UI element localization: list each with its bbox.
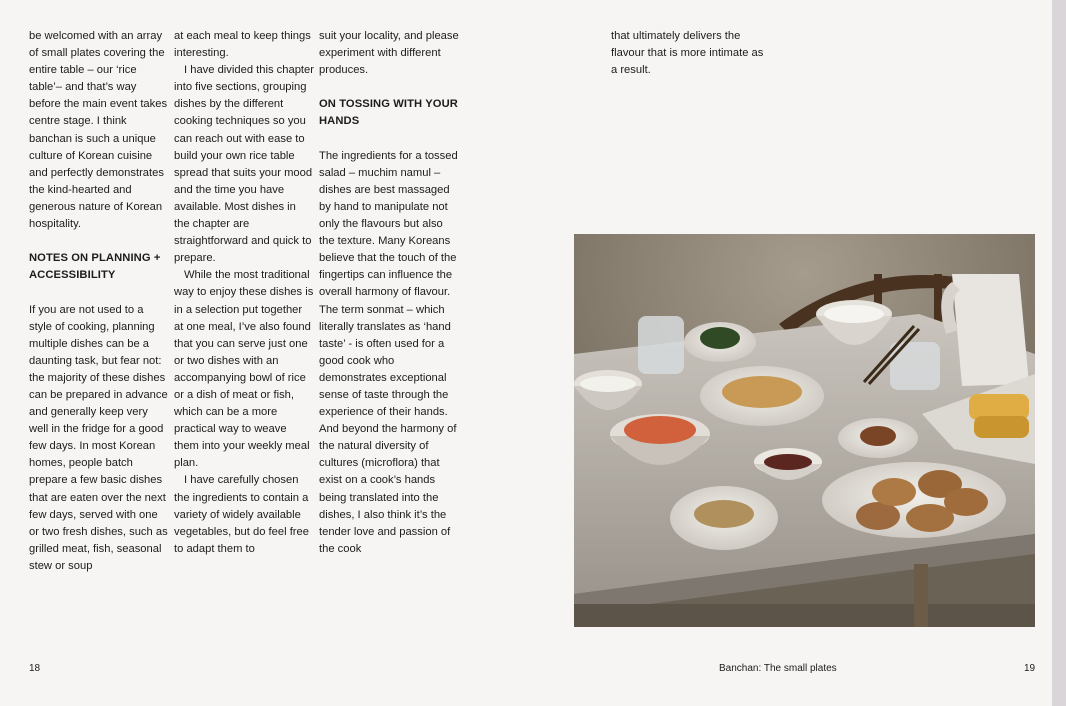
- page-number-right: 19: [1024, 663, 1036, 674]
- paragraph: that ultimately delivers the flavour that is more intimate as a result.: [611, 30, 764, 77]
- paragraph: I have carefully chosen the ingredients to contain a variety of widely available vegetables, but do feel free to adapt them to: [174, 474, 309, 555]
- page-number-left: 18: [29, 663, 41, 674]
- text-column-3: [319, 28, 459, 558]
- banchan-table-photo: [574, 234, 1035, 627]
- text-column-4: [611, 28, 771, 79]
- paragraph: The ingredients for a tossed salad – muchim namul – dishes are best massaged by hand to manipulate not only the flavours but also the texture. Many Koreans believe that the touch of the fingertips can influence the overall harmony of flavour. The term sonmat – which literally translates as ‘hand taste’ - is often used for a good cook who demonstrates exceptional sense of taste through the experience of their hands. And beyond the harmony of the natural diversity of cultures (microflora) that exist on a cook’s hands being translated into the dishes, I also think it’s the tender love and passion of the cook: [319, 149, 458, 555]
- text-column-1: [29, 28, 169, 575]
- paragraph: If you are not used to a style of cooking, planning multiple dishes can be a daunting task, but fear not: the majority of these dishes can be prepared in advance and generally keep very well in the fridge for a good few days. In most Korean homes, people batch prepare a few basic dishes that are eaten over the next few days, served with one or two fresh dishes, such as grilled meat, fish, seasonal stew or soup: [29, 303, 168, 572]
- section-heading: ON TOSSING WITH YOUR HANDS: [319, 98, 458, 128]
- text-column-2: [174, 28, 314, 558]
- paragraph: While the most traditional way to enjoy these dishes is in a selection put together at one meal, I’ve also found that you can serve just one or two dishes with an accompanying bowl of rice or a dish of meat or fish, which can be a more practical way to weave them into your weekly meal plan.: [174, 269, 314, 470]
- paragraph: at each meal to keep things interesting.: [174, 30, 311, 60]
- food-photo-illustration: [574, 234, 1035, 627]
- paragraph: be welcomed with an array of small plates covering the entire table – our ‘rice table’– and that’s way before the main event takes centre stage. I think banchan is such a unique culture of Korean cuisine and perfectly demonstrates the kind-hearted and generous nature of Korean hospitality.: [29, 30, 168, 231]
- paragraph: I have divided this chapter into five sections, grouping dishes by the different cooking techniques so you can reach out with ease to build your own rice table spread that suits your mood and the time you have available. Most dishes in the chapter are straightforward and quick to prepare.: [174, 64, 314, 265]
- section-heading: NOTES ON PLANNING + ACCESSIBILITY: [29, 252, 161, 282]
- paragraph: suit your locality, and please experiment with different produces.: [319, 30, 459, 77]
- running-head: Banchan: The small plates: [719, 663, 837, 674]
